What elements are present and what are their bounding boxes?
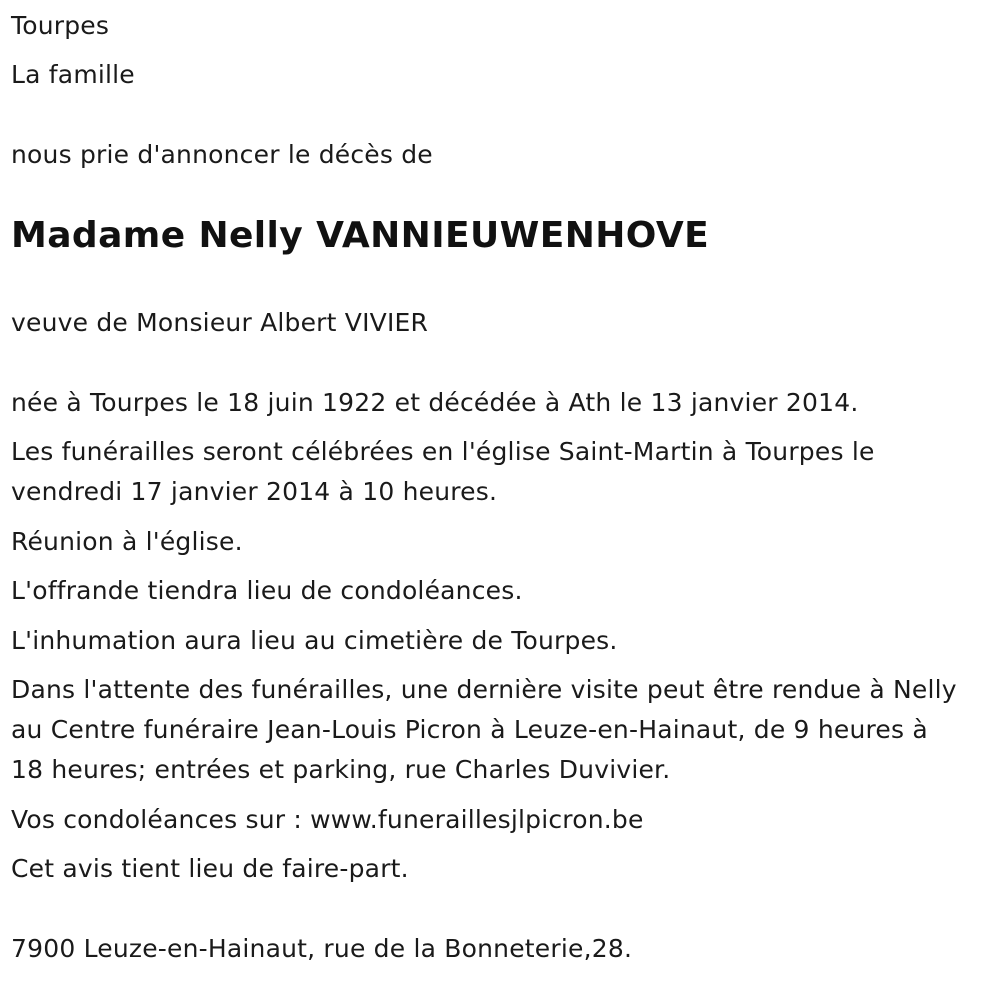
condolences-link[interactable]: www.funeraillesjlpicron.be <box>310 805 644 834</box>
funeral-paragraph: Les funérailles seront célébrées en l'église Saint-Martin à Tourpes le vendredi 17 janvier 2014 à 10 heures. <box>11 437 875 506</box>
burial-line: L'inhumation aura lieu au cimetière de Tourpes. <box>11 626 618 655</box>
offering-line: L'offrande tiendra lieu de condoléances. <box>11 576 523 605</box>
meeting-line: Réunion à l'église. <box>11 527 243 556</box>
visit-paragraph: Dans l'attente des funérailles, une dernière visite peut être rendue à Nelly au Centre funéraire Jean-Louis Picron à Leuze-en-Hainaut, de 9 heures à 18 heures; entrées et parking, rue Charles Duvivier. <box>11 675 957 784</box>
announcement-line: nous prie d'annoncer le décès de <box>11 140 433 169</box>
widow-line: veuve de Monsieur Albert VIVIER <box>11 308 429 337</box>
deceased-name: Madame Nelly VANNIEUWENHOVE <box>11 215 710 256</box>
faire-part-line: Cet avis tient lieu de faire-part. <box>11 854 409 883</box>
family-line: La famille <box>11 60 135 89</box>
condolences-line <box>11 805 644 835</box>
condolences-label: Vos condoléances sur : <box>11 805 311 834</box>
birth-death-line: née à Tourpes le 18 juin 1922 et décédée à Ath le 13 janvier 2014. <box>11 388 859 417</box>
town-line: Tourpes <box>11 11 110 40</box>
address-line: 7900 Leuze-en-Hainaut, rue de la Bonneterie,28. <box>11 934 633 963</box>
